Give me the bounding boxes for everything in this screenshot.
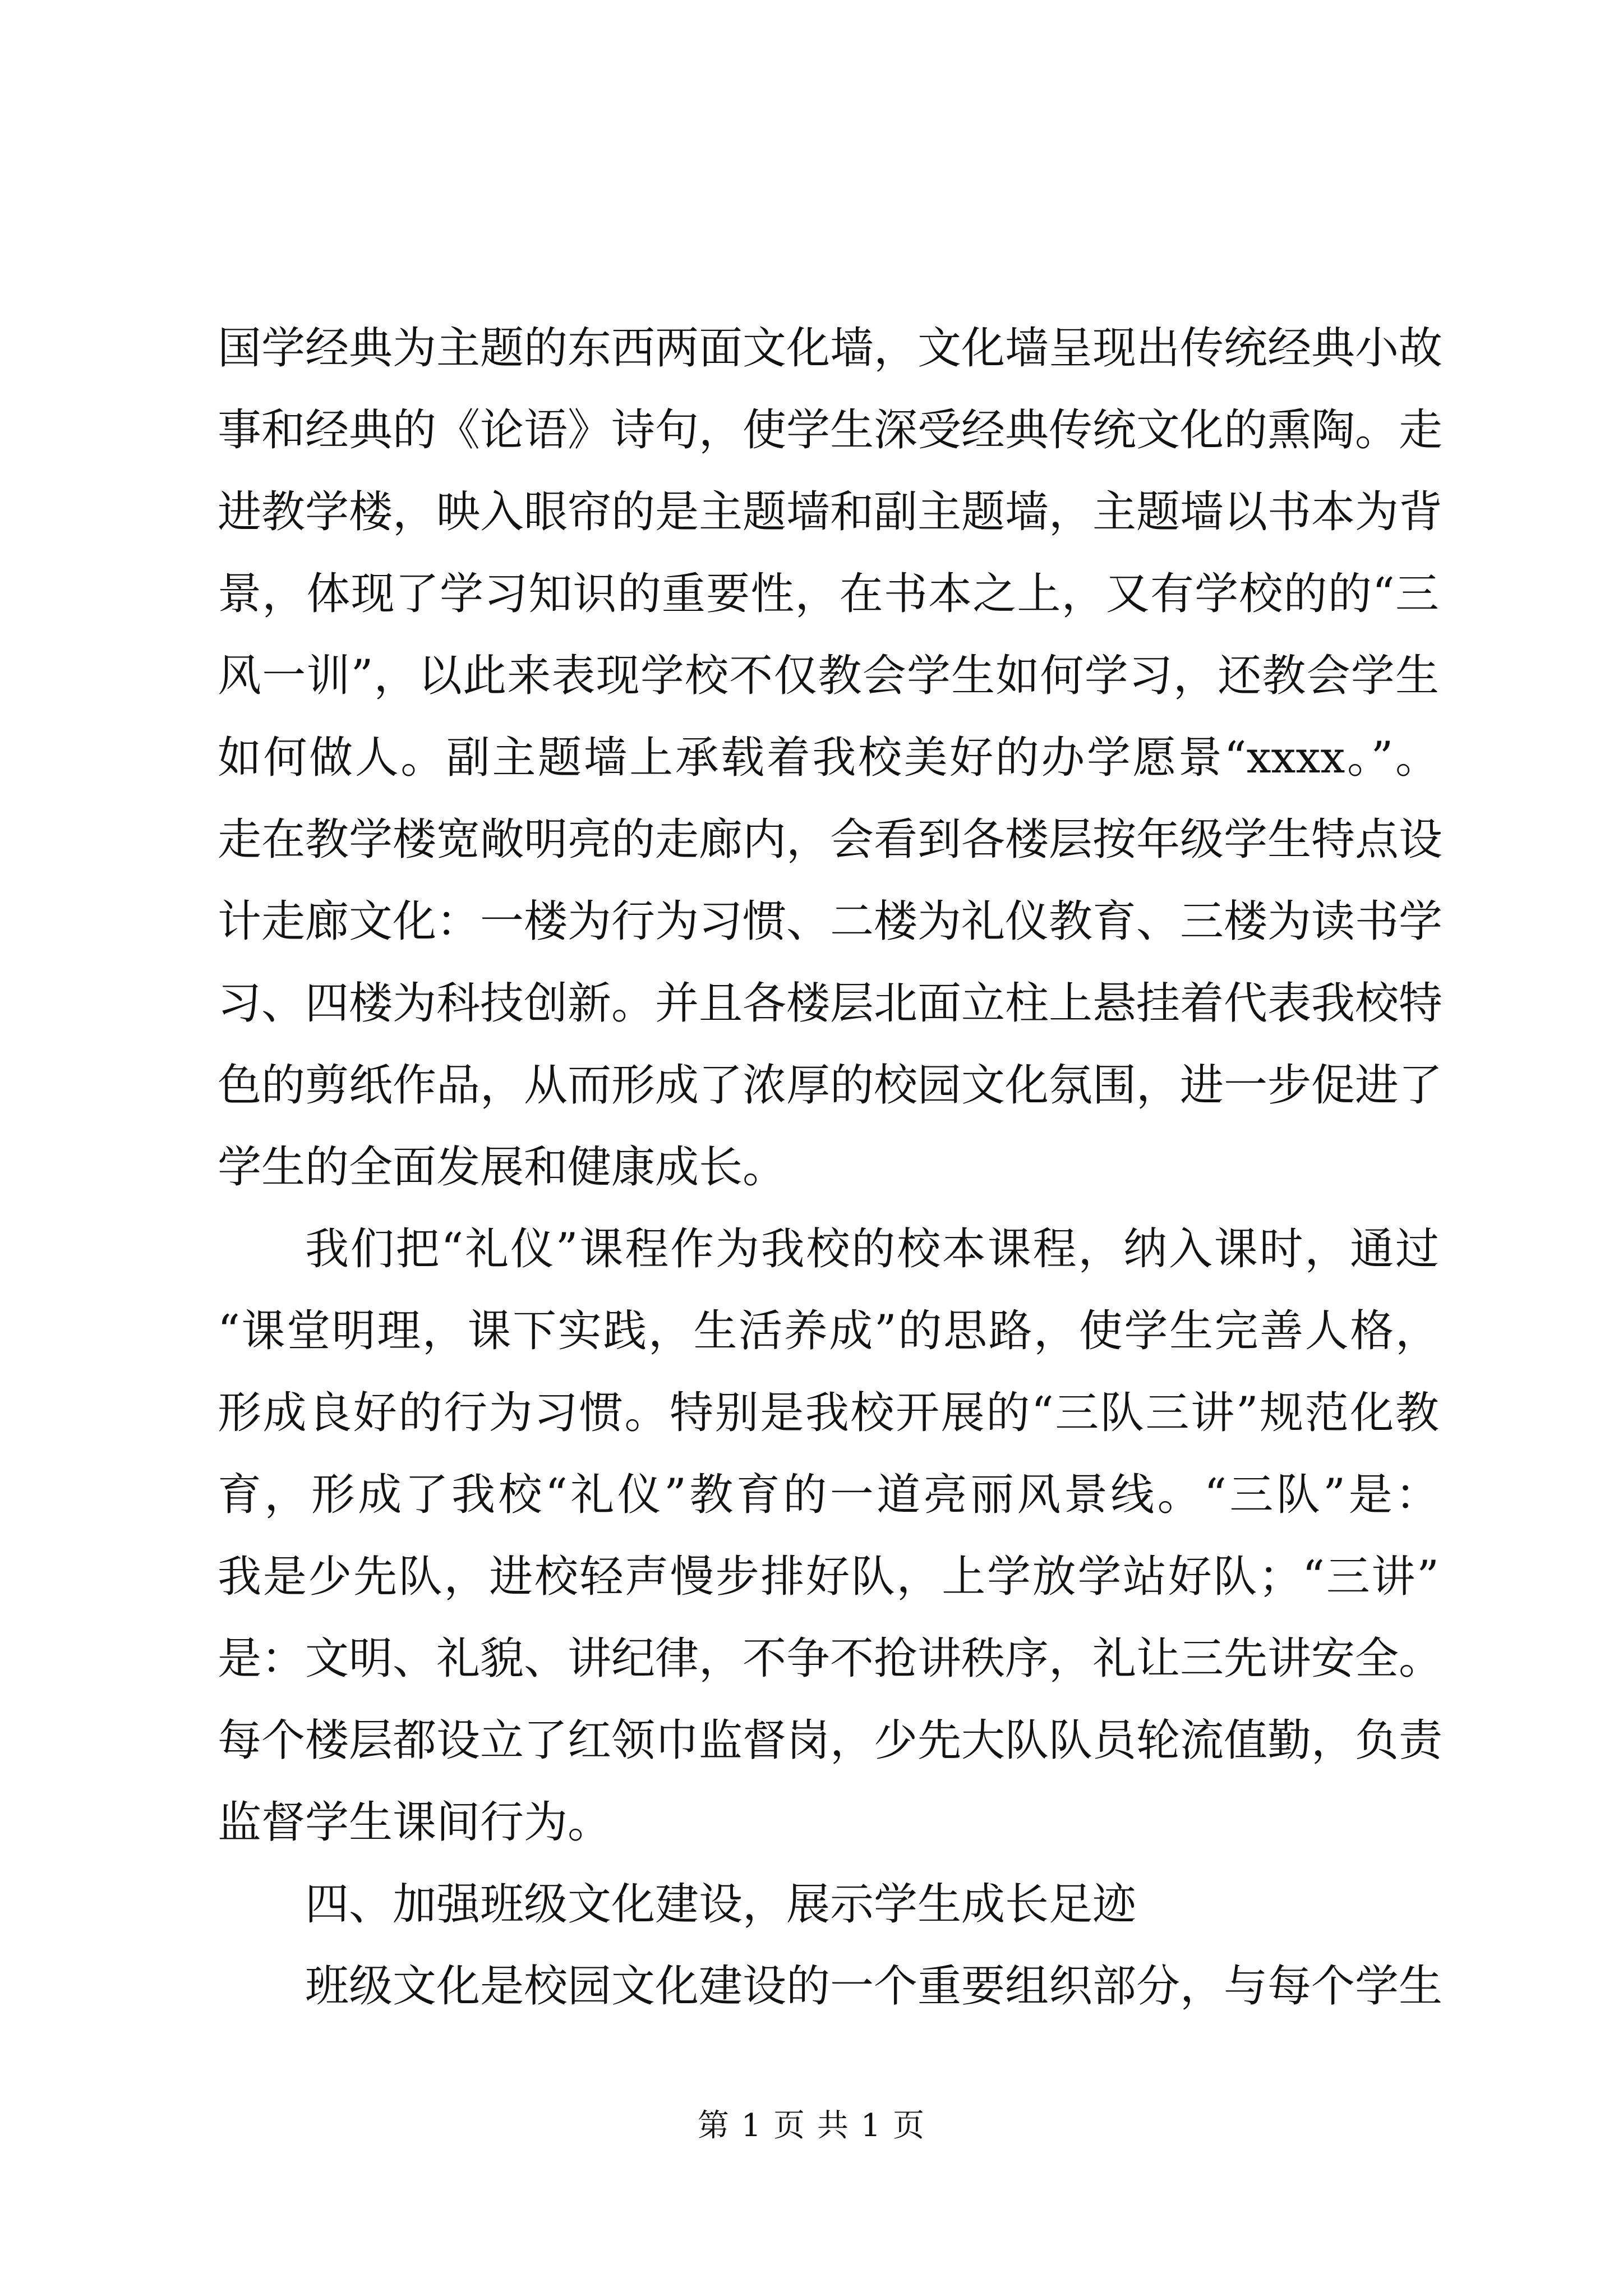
text-line: 风一训”，以此来表现学校不仅教会学生如何学习，还教会学生 [218,651,1439,701]
text-line: “课堂明理，课下实践，生活养成”的思路，使学生完善人格， [218,1306,1439,1356]
text-line: 如何做人。副主题墙上承载着我校美好的办学愿景“xxxx。”。 [218,733,1439,783]
text-line: 每个楼层都设立了红领巾监督岗，少先大队队员轮流值勤，负责 [218,1715,1443,1766]
text-line: 习、四楼为科技创新。并且各楼层北面立柱上悬挂着代表我校特 [218,978,1443,1029]
text-line: 学生的全面发展和健康成长。 [218,1142,787,1193]
text-line: 事和经典的《论语》诗句，使学生深受经典传统文化的熏陶。走 [218,405,1443,455]
paragraph-1 [218,307,1443,1208]
body-text [218,307,1443,2027]
page-footer: 第 1 页 共 1 页 [697,2108,926,2144]
paragraph-4 [218,1945,1443,2027]
text-line: 形成良好的行为习惯。特别是我校开展的“三队三讲”规范化教 [218,1388,1439,1438]
text-line: 是：文明、礼貌、讲纪律，不争不抢讲秩序，礼让三先讲安全。 [218,1634,1443,1684]
text-line: 进教学楼，映入眼帘的是主题墙和副主题墙，主题墙以书本为背 [218,487,1443,537]
text-line: 色的剪纸作品，从而形成了浓厚的校园文化氛围，进一步促进了 [218,1060,1443,1111]
text-line: 计走廊文化：一楼为行为习惯、二楼为礼仪教育、三楼为读书学 [218,896,1443,947]
text-line: 走在教学楼宽敞明亮的走廊内，会看到各楼层按年级学生特点设 [218,815,1443,865]
text-line: 景，体现了学习知识的重要性，在书本之上，又有学校的的“三 [218,569,1439,619]
text-line: 四、加强班级文化建设，展示学生成长足迹 [305,1879,1137,1930]
text-line: 育，形成了我校“礼仪”教育的一道亮丽风景线。“三队”是： [218,1470,1439,1520]
text-line: 我们把“礼仪”课程作为我校的校本课程，纳入课时，通过 [305,1224,1439,1274]
text-line: 我是少先队，进校轻声慢步排好队，上学放学站好队；“三讲” [218,1552,1439,1602]
paragraph-2 [218,1208,1443,1864]
text-line: 国学经典为主题的东西两面文化墙，文化墙呈现出传统经典小故 [218,323,1443,374]
section-heading [218,1864,1439,1945]
text-line: 监督学生课间行为。 [218,1797,612,1848]
text-line: 班级文化是校园文化建设的一个重要组织部分，与每个学生 [305,1961,1443,2012]
